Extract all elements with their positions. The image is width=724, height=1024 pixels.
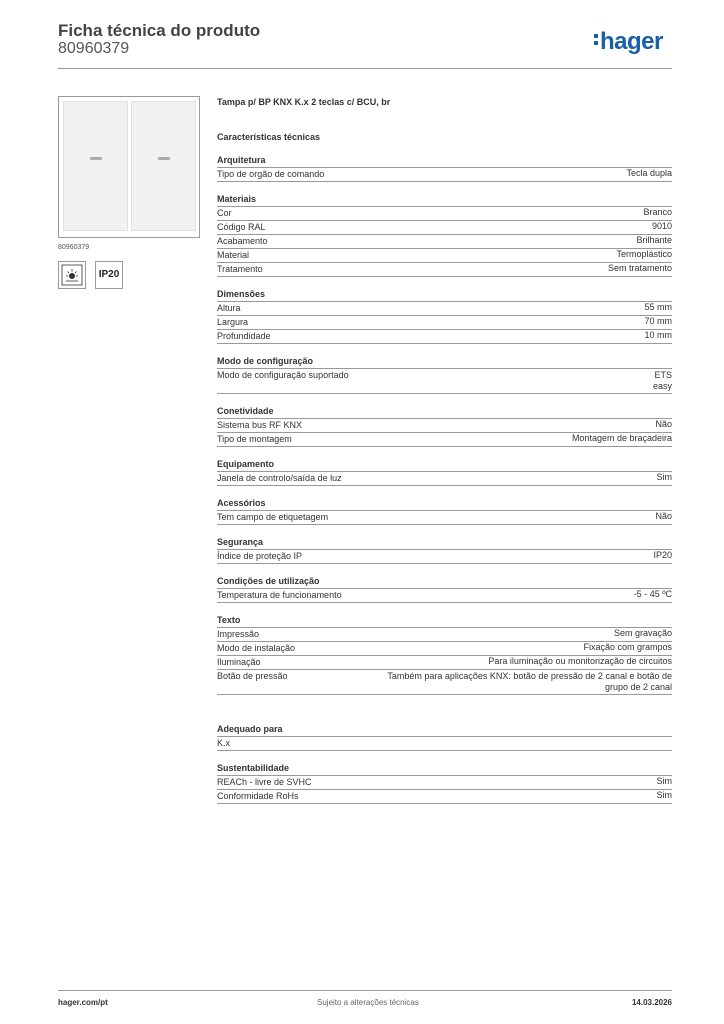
- spec-value: [626, 168, 672, 181]
- spec-value-line: -5 - 45 ºC: [633, 589, 672, 599]
- spec-section: [217, 458, 672, 486]
- spec-value: [583, 642, 672, 655]
- spec-value-line: Termoplástico: [616, 249, 672, 259]
- spec-label: Código RAL: [217, 222, 266, 232]
- spec-value: [655, 419, 672, 432]
- spec-value-line: 9010: [651, 221, 672, 231]
- logo-text: hager: [600, 28, 663, 55]
- spec-section: [217, 497, 672, 525]
- spec-value-line: Brilhante: [636, 235, 672, 245]
- spec-section: [217, 288, 672, 344]
- spec-label: Impressão: [217, 629, 260, 639]
- spec-value-line: grupo de 2 canal: [604, 682, 672, 692]
- spec-section: [217, 154, 672, 182]
- spec-row: [217, 263, 672, 277]
- spec-value-line: 10 mm: [644, 330, 672, 340]
- logo-dots-icon: [594, 32, 600, 48]
- spec-row: [217, 670, 672, 695]
- spec-row: [217, 302, 672, 316]
- spec-value: [572, 433, 672, 446]
- spec-section: [217, 723, 672, 751]
- footer-note: Sujeito a alterações técnicas: [317, 998, 419, 1007]
- image-caption: 80960379: [58, 244, 90, 251]
- header-divider: [58, 68, 672, 69]
- spec-value-line: 70 mm: [644, 316, 672, 326]
- spec-row: [217, 168, 672, 182]
- section-title: Adequado para: [217, 723, 672, 737]
- product-code: 80960379: [58, 40, 130, 57]
- led-indicator: [90, 157, 102, 160]
- spec-row: [217, 235, 672, 249]
- footer-divider: [58, 990, 672, 991]
- section-title: Sustentabilidade: [217, 762, 672, 776]
- spec-value: [657, 472, 673, 485]
- spec-row: [217, 628, 672, 642]
- spec-value-line: Sim: [656, 472, 672, 482]
- spec-row: [217, 369, 672, 394]
- spec-row: [217, 589, 672, 603]
- spec-value-line: easy: [652, 381, 672, 391]
- spec-value-line: Branco: [643, 207, 672, 217]
- spec-value: [387, 670, 672, 694]
- spec-value: [634, 589, 672, 602]
- spec-label: Botão de pressão: [217, 671, 288, 681]
- spec-value-line: Não: [655, 419, 672, 429]
- spec-value: [653, 369, 672, 393]
- spec-label: Modo de instalação: [217, 643, 296, 653]
- light-bulb-icon: [58, 261, 86, 289]
- section-title: Condições de utilização: [217, 575, 672, 589]
- spec-value-line: Para iluminação ou monitorização de circuitos: [488, 656, 672, 666]
- spec-value-line: Montagem de braçadeira: [571, 433, 672, 443]
- spec-label: Janela de controlo/saída de luz: [217, 473, 342, 483]
- section-title: Materiais: [217, 193, 672, 207]
- spec-label: Profundidade: [217, 331, 271, 341]
- spec-value: [616, 249, 672, 262]
- spec-section: [217, 536, 672, 564]
- section-title: Equipamento: [217, 458, 672, 472]
- spec-value-line: Fixação com grampos: [583, 642, 672, 652]
- spec-section: [217, 355, 672, 394]
- right-key: [131, 101, 196, 231]
- spec-value: [644, 302, 672, 315]
- spec-value: [644, 330, 672, 343]
- spec-label: Acabamento: [217, 236, 268, 246]
- spec-section: [217, 405, 672, 447]
- spec-row: [217, 330, 672, 344]
- spec-section: [217, 762, 672, 804]
- footer-date: 14.03.2026: [631, 998, 672, 1007]
- page-title: Ficha técnica do produto: [58, 21, 261, 40]
- spec-label: Tratamento: [217, 264, 263, 274]
- spec-value-line: Também para aplicações KNX: botão de pressão de 2 canal e botão de: [387, 671, 672, 681]
- spec-value: [636, 235, 672, 248]
- spec-label: K.x: [217, 738, 231, 748]
- spec-value-line: IP20: [653, 550, 672, 560]
- spec-label: Conformidade RoHs: [217, 791, 299, 801]
- led-indicator: [158, 157, 170, 160]
- spec-value: [608, 263, 672, 276]
- spec-value: [657, 790, 673, 803]
- spec-label: Altura: [217, 303, 241, 313]
- spec-label: Modo de configuração suportado: [217, 370, 349, 380]
- spec-sections: [217, 154, 672, 804]
- spec-row: [217, 642, 672, 656]
- spec-value: [653, 550, 672, 563]
- spec-label: Cor: [217, 208, 232, 218]
- spec-value-line: ETS: [654, 370, 672, 380]
- tech-characteristics-title: Características técnicas: [217, 132, 321, 142]
- spec-label: Temperatura de funcionamento: [217, 590, 342, 600]
- spec-row: [217, 776, 672, 790]
- spec-section: [217, 575, 672, 603]
- hager-logo[interactable]: [594, 30, 663, 54]
- spec-content: [217, 96, 672, 804]
- spec-row: [217, 737, 672, 751]
- spec-value: [644, 316, 672, 329]
- product-image: [58, 96, 200, 238]
- footer-website[interactable]: hager.com/pt: [58, 998, 108, 1007]
- spec-value-line: Sim: [656, 776, 672, 786]
- spec-row: [217, 511, 672, 525]
- spec-label: Iluminação: [217, 657, 261, 667]
- spec-section: [217, 614, 672, 695]
- spec-label: Sistema bus RF KNX: [217, 420, 303, 430]
- spec-section: [217, 193, 672, 277]
- spec-row: [217, 790, 672, 804]
- spec-label: Tipo de montagem: [217, 434, 292, 444]
- spec-row: [217, 656, 672, 670]
- spec-value: [643, 207, 672, 220]
- spec-row: [217, 419, 672, 433]
- spec-value: [657, 776, 673, 789]
- spec-value: [488, 656, 672, 669]
- section-title: Conetividade: [217, 405, 672, 419]
- spec-row: [217, 207, 672, 221]
- spec-label: Tipo de orgão de comando: [217, 169, 325, 179]
- spec-value: [614, 628, 672, 641]
- spec-row: [217, 221, 672, 235]
- ip20-badge: IP20: [95, 261, 123, 289]
- section-title: Segurança: [217, 536, 672, 550]
- spec-value-line: Tecla dupla: [626, 168, 672, 178]
- spec-row: [217, 249, 672, 263]
- spec-row: [217, 433, 672, 447]
- section-title: Dimensões: [217, 288, 672, 302]
- left-key: [63, 101, 128, 231]
- spec-value-line: Sem tratamento: [607, 263, 672, 273]
- spec-value-line: Sim: [656, 790, 672, 800]
- product-name: Tampa p/ BP KNX K.x 2 teclas c/ BCU, br: [217, 97, 391, 107]
- spec-label: REACh - livre de SVHC: [217, 777, 312, 787]
- spec-value: [652, 221, 672, 234]
- spec-value-line: 55 mm: [644, 302, 672, 312]
- spec-row: [217, 472, 672, 486]
- spec-row: [217, 316, 672, 330]
- spec-label: Largura: [217, 317, 249, 327]
- spec-value-line: Não: [655, 511, 672, 521]
- section-title: Arquitetura: [217, 154, 672, 168]
- spec-value-line: Sem gravação: [613, 628, 672, 638]
- section-title: Texto: [217, 614, 672, 628]
- section-title: Acessórios: [217, 497, 672, 511]
- spec-row: [217, 550, 672, 564]
- spec-label: Material: [217, 250, 250, 260]
- spec-label: Tem campo de etiquetagem: [217, 512, 329, 522]
- spec-value: [655, 511, 672, 524]
- section-title: Modo de configuração: [217, 355, 672, 369]
- spec-label: Índice de proteção IP: [217, 551, 303, 561]
